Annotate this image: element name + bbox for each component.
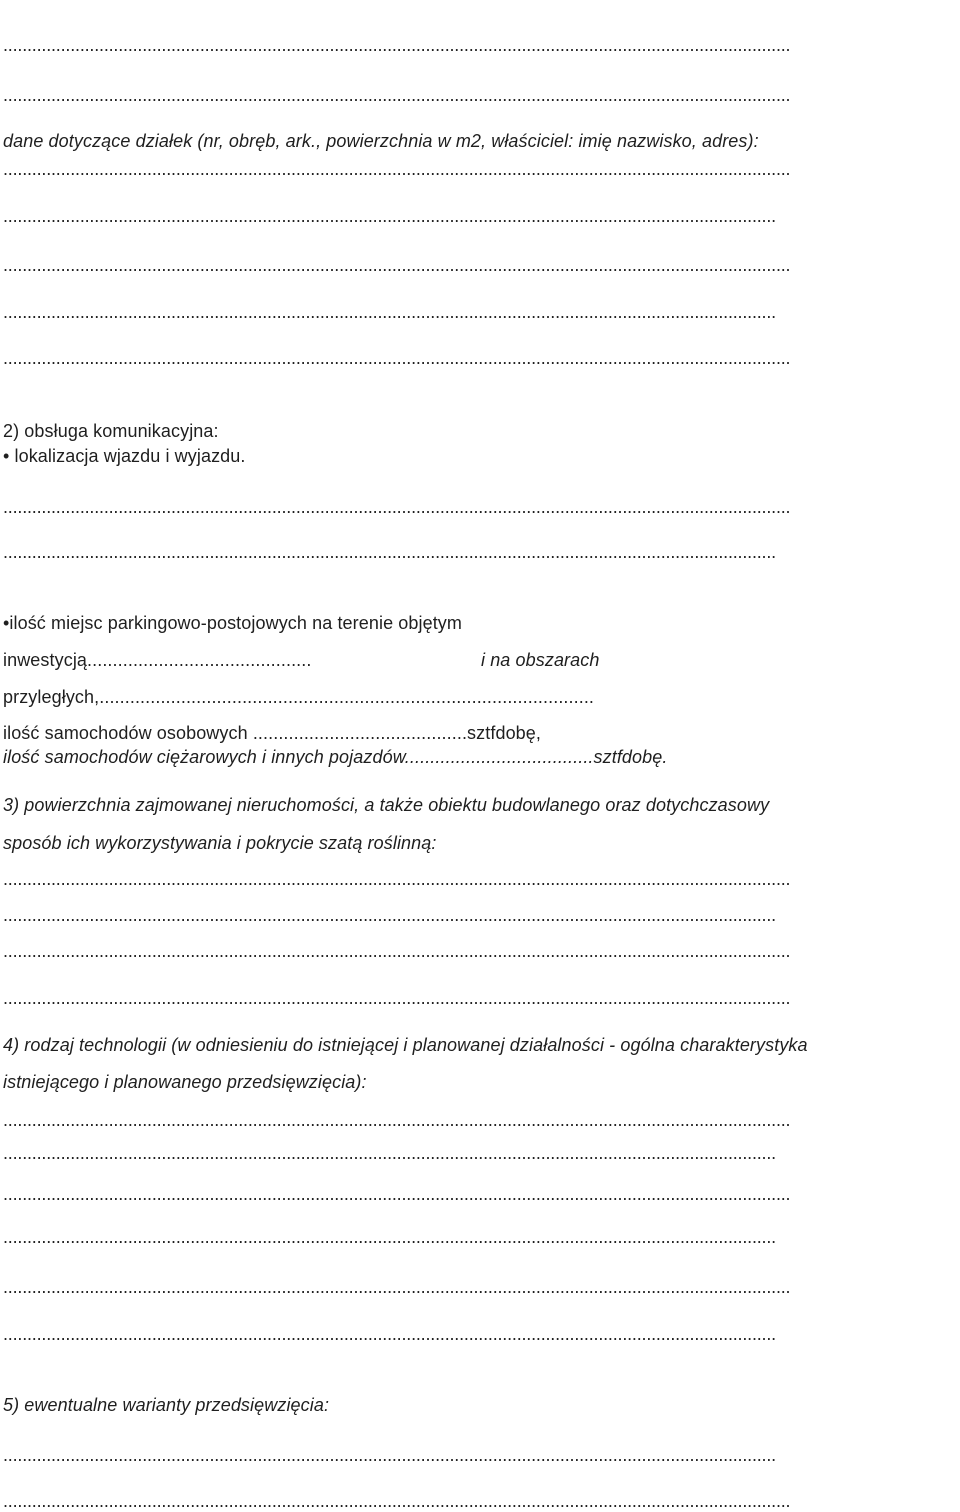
section-heading-area-line1: 3) powierzchnia zajmowanej nieruchomości, a także obiektu budowlanego oraz dotychczasowy (3, 795, 770, 815)
dotted-line: .................................................................................................................................................................... (3, 1277, 791, 1297)
dotted-line: .................................................................................................................................................................... (3, 1491, 791, 1511)
dotted-line: .................................................................................................................................................................... (3, 35, 791, 55)
parking-areas-label: i na obszarach (481, 650, 600, 670)
dotted-line: .................................................................................................................................................................... (3, 348, 791, 368)
section-heading-variants: 5) ewentualne warianty przedsięwzięcia: (3, 1395, 330, 1415)
dotted-line: ................................................................................................................................................................. (3, 302, 776, 322)
bullet-parking-spaces: •ilość miejsc parkingowo-postojowych na terenie objętym (3, 613, 463, 633)
dotted-line: .................................................................................................................................................................... (3, 255, 791, 275)
dotted-line: .................................................................................................................................................................... (3, 1184, 791, 1204)
passenger-cars-field: ilość samochodów osobowych ..........................................sztfdobę, (3, 723, 542, 743)
dotted-line: .................................................................................................................................................................... (3, 941, 791, 961)
dotted-line: .................................................................................................................................................................... (3, 497, 791, 517)
bullet-entry-exit: • lokalizacja wjazdu i wyjazdu. (3, 446, 246, 466)
dotted-line: .................................................................................................................................................................... (3, 85, 791, 105)
dotted-line: ................................................................................................................................................................. (3, 1324, 776, 1344)
section-heading-technology-line2: istniejącego i planowanego przedsięwzięcia): (3, 1072, 367, 1092)
section-heading-area-line2: sposób ich wykorzystywania i pokrycie szatą roślinną: (3, 833, 437, 853)
section-heading-technology-line1: 4) rodzaj technologii (w odniesieniu do istniejącej i planowanej działalności - ogólna charakterystyka (3, 1035, 808, 1055)
dotted-line: .................................................................................................................................................................... (3, 988, 791, 1008)
parking-adjacent-field: przyległych,................................................................................................. (3, 687, 595, 707)
dotted-line: .................................................................................................................................................................... (3, 1110, 791, 1130)
section-heading-transport: 2) obsługa komunikacyjna: (3, 421, 219, 441)
section-heading-plots: dane dotyczące działek (nr, obręb, ark., powierzchnia w m2, właściciel: imię nazwisko, adres): (3, 131, 759, 151)
dotted-line: ................................................................................................................................................................. (3, 1143, 776, 1163)
dotted-line: ................................................................................................................................................................. (3, 1227, 776, 1247)
parking-investment-field: inwestycją............................................ (3, 650, 312, 670)
dotted-line: .................................................................................................................................................................... (3, 159, 791, 179)
dotted-line: ................................................................................................................................................................. (3, 1445, 776, 1465)
dotted-line: ................................................................................................................................................................. (3, 542, 776, 562)
dotted-line: ................................................................................................................................................................. (3, 206, 776, 226)
dotted-line: ................................................................................................................................................................. (3, 905, 776, 925)
trucks-field: ilość samochodów ciężarowych i innych pojazdów.....................................sztfdobę. (3, 747, 668, 767)
dotted-line: .................................................................................................................................................................... (3, 869, 791, 889)
